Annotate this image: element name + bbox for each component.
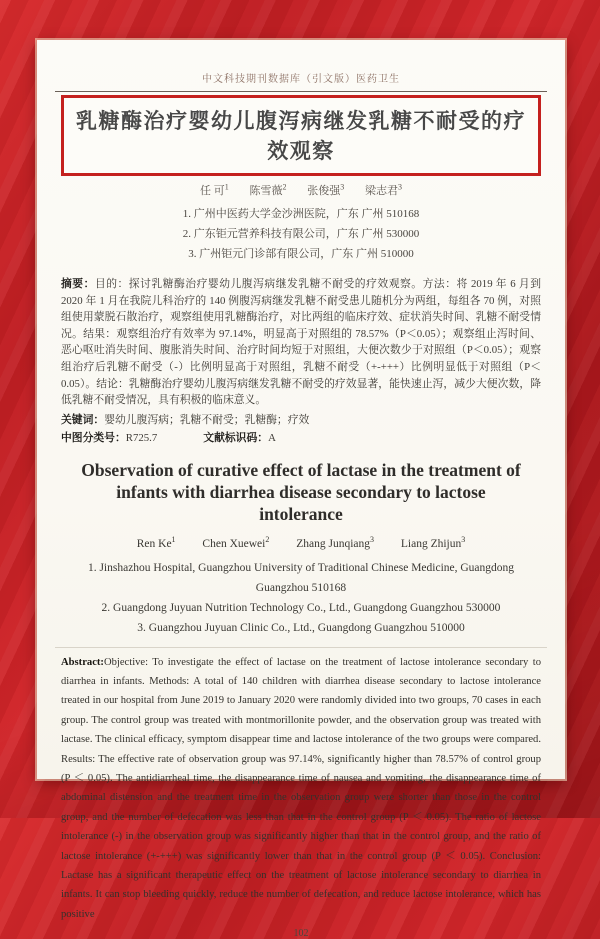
doc-code-label: 文献标识码：: [203, 431, 269, 444]
abstract-label: Abstract:: [61, 656, 104, 668]
keywords-label: 关键词：: [61, 413, 105, 426]
journal-page: [37, 40, 565, 939]
abstract-text: 目的：探讨乳糖酶治疗婴幼儿腹泻病继发乳糖不耐受的疗效观察。方法：将 2019 年 6 月到 2020 年 1 月在我院儿科治疗的 140 例腹泻病继发乳糖不耐受患儿随机分为两组，每组各 70 例，对照组使用蒙脱石散治疗，观察组使用乳糖酶治疗，对比两组的临床疗效、症状消失时间、乳糖不耐受情况。结果：观察组治疗有效率为 97.14%，明显高于对照组的 78.57%（P＜0.05）；观察组止泻时间、恶心呕吐消失时间、腹胀消失时间、治疗时间均短于对照组，大便次数少于对照组（P＜0.05）；观察组治疗后乳糖不耐受（-）比例明显高于对照组，乳糖不耐受（+-+++）比例明显低于对照组（P＜0.05）。结论：乳糖酶治疗婴幼儿腹泻病继发乳糖不耐受的疗效显著，能快速止泻，减少大便次数，降低乳糖不耐受情况，具有积极的临床意义。: [61, 278, 541, 407]
author-name: Chen Xuewei$^2$: [202, 534, 270, 550]
chinese-abstract: [61, 276, 541, 409]
affiliation-line: 1. 广州中医药大学金沙洲医院，广东 广州 510168: [182, 208, 420, 220]
affiliation-line: 1. Jinshazhou Hospital, Guangzhou University of Traditional Chinese Medicine, Guangdong Guangzhou 510168: [87, 561, 515, 594]
page-number: 102: [293, 928, 309, 939]
author-name: 任 可$^1$: [200, 182, 229, 197]
affiliation-line: 3. Guangzhou Juyuan Clinic Co., Ltd., Guangdong Guangzhou 510000: [137, 621, 465, 634]
abstract-text: Objective: To investigate the effect of lactase on the treatment of lactose intolerance secondary to diarrhea in infants. Methods: A total of 140 children with diarrhea disease secondary to lactose intolerance treated in our hospital from June 2019 to January 2020 were randomly divided into two groups, 70 cases in each group. The control group was treated with montmorillonite powder, and the observation group was treated with lactase. The clinical efficacy, symptom disappear time and lactose intolerance of the two groups were compared. Results: The effective rate of observation group was 97.14%, significantly higher than 78.57% of control group (P ＜ 0.05). The antidiarrheal time, the disappearance time of nausea and vomiting, the disappearance time of abdominal distension and the treatment time in the observation group were shorter than those in the control group, and the number of defecation was less than that in the control group (P ＜ 0.05). The ratio of lactose intolerance (-) in the observation group was significantly higher than that in the control group, and the ratio of lactose intolerance (+-+++) was significantly lower than that in the control group (P ＜ 0.05). Conclusion: Lactase has a significant therapeutic effect on the treatment of lactose intolerance secondary to diarrhea in infants. It can stop bleeding quickly, reduce the number of defecation, and reduce lactose intolerance, which has positive: [61, 656, 541, 920]
database-header: 中文科技期刊数据库（引文版）医药卫生: [202, 74, 400, 85]
abstract-label: 摘要：: [61, 278, 95, 290]
author-name: Liang Zhijun$^3$: [400, 534, 466, 550]
author-name: Ren Ke$^1$: [136, 534, 176, 550]
keywords-line: [61, 411, 541, 429]
doc-code-value: A: [268, 431, 276, 444]
affiliation-line: 2. Guangdong Juyuan Nutrition Technology Co., Ltd., Guangdong Guangzhou 530000: [101, 601, 501, 614]
author-name: 张俊强$^3$: [307, 182, 345, 197]
chinese-title: 乳糖酶治疗婴幼儿腹泻病继发乳糖不耐受的疗效观察: [76, 110, 526, 163]
english-author-line: [61, 535, 541, 550]
affiliation-line: 2. 广东钜元营养科技有限公司，广东 广州 530000: [182, 228, 420, 240]
chinese-author-line: [61, 182, 541, 198]
author-name: Zhang Junqiang$^3$: [296, 534, 374, 550]
english-abstract: [61, 653, 541, 925]
author-name: 梁志君$^3$: [365, 182, 402, 197]
chinese-title-box: [61, 95, 541, 176]
affiliation-line: 3. 广州钜元门诊部有限公司，广东 广州 510000: [188, 248, 414, 260]
header-rule: [55, 91, 547, 92]
section-divider: [55, 647, 547, 648]
classification-line: [61, 429, 541, 447]
keywords-text: 婴幼儿腹泻病；乳糖不耐受；乳糖酶；疗效: [104, 413, 310, 426]
clc-value: R725.7: [125, 431, 158, 444]
clc-label: 中图分类号：: [61, 431, 126, 444]
english-title: Observation of curative effect of lactase in the treatment of infants with diarrhea disease secondary to lactose intolerance: [81, 459, 521, 524]
english-affiliations: [71, 558, 531, 638]
chinese-affiliations: [61, 204, 541, 264]
author-name: 陈雪薇$^2$: [249, 182, 287, 197]
